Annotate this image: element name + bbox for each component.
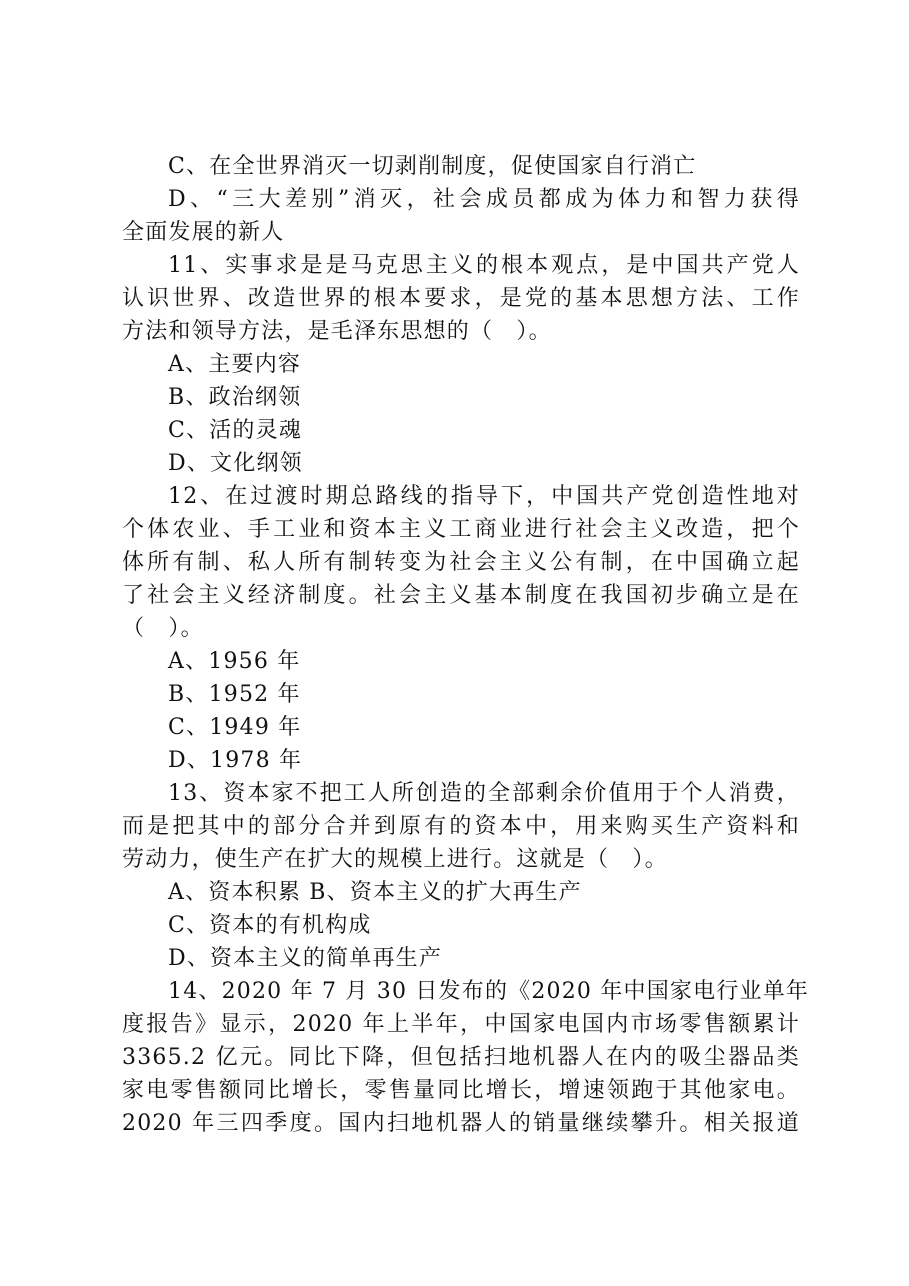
text-line: 度报告》显示，2020 年上半年，中国家电国内市场零售额累计: [122, 1012, 800, 1037]
document-body: [122, 150, 810, 1140]
text-line: 3365.2 亿元。同比下降，但包括扫地机器人在内的吸尘器品类: [122, 1045, 800, 1070]
text-line: 个体农业、手工业和资本主义工商业进行社会主义改造，把个: [122, 517, 800, 542]
text-line: （ ）。: [122, 616, 204, 641]
text-line: 家电零售额同比增长，零售量同比增长，增速领跑于其他家电。: [122, 1078, 800, 1103]
text-line: A、主要内容: [168, 352, 302, 377]
text-line: 了社会主义经济制度。社会主义基本制度在我国初步确立是在: [122, 583, 800, 608]
text-line: 全面发展的新人: [122, 220, 285, 245]
text-line: 方法和领导方法，是毛泽东思想的（ ）。: [122, 319, 552, 344]
text-line: 14、2020 年 7 月 30 日发布的《2020 年中国家电行业单年: [168, 979, 810, 1004]
text-line: C、在全世界消灭一切剥削制度，促使国家自行消亡: [168, 154, 697, 179]
text-line: D、资本主义的简单再生产: [168, 946, 443, 971]
text-line: D、“三大差别”消灭，社会成员都成为体力和智力获得: [168, 187, 800, 212]
text-line: C、1949 年: [168, 715, 302, 740]
text-line: 劳动力，使生产在扩大的规模上进行。这就是（ ）。: [122, 847, 668, 872]
text-line: A、1956 年: [168, 649, 301, 674]
text-line: 12、在过渡时期总路线的指导下，中国共产党创造性地对: [168, 484, 800, 509]
text-line: D、文化纲领: [168, 451, 303, 476]
text-line: 13、资本家不把工人所创造的全部剩余价值用于个人消费，: [168, 781, 800, 806]
text-line: B、政治纲领: [168, 385, 302, 410]
text-line: 而是把其中的部分合并到原有的资本中，用来购买生产资料和: [122, 814, 800, 839]
text-line: 认识世界、改造世界的根本要求，是党的基本思想方法、工作: [122, 286, 800, 311]
text-line: C、资本的有机构成: [168, 913, 372, 938]
text-line: D、1978 年: [168, 748, 303, 773]
text-line: 11、实事求是是马克思主义的根本观点，是中国共产党人: [168, 253, 800, 278]
text-line: 2020 年三四季度。国内扫地机器人的销量继续攀升。相关报道: [122, 1111, 800, 1136]
text-line: B、1952 年: [168, 682, 301, 707]
text-line: A、资本积累 B、资本主义的扩大再生产: [168, 880, 582, 905]
text-line: C、活的灵魂: [168, 418, 303, 443]
text-line: 体所有制、私人所有制转变为社会主义公有制，在中国确立起: [122, 550, 800, 575]
